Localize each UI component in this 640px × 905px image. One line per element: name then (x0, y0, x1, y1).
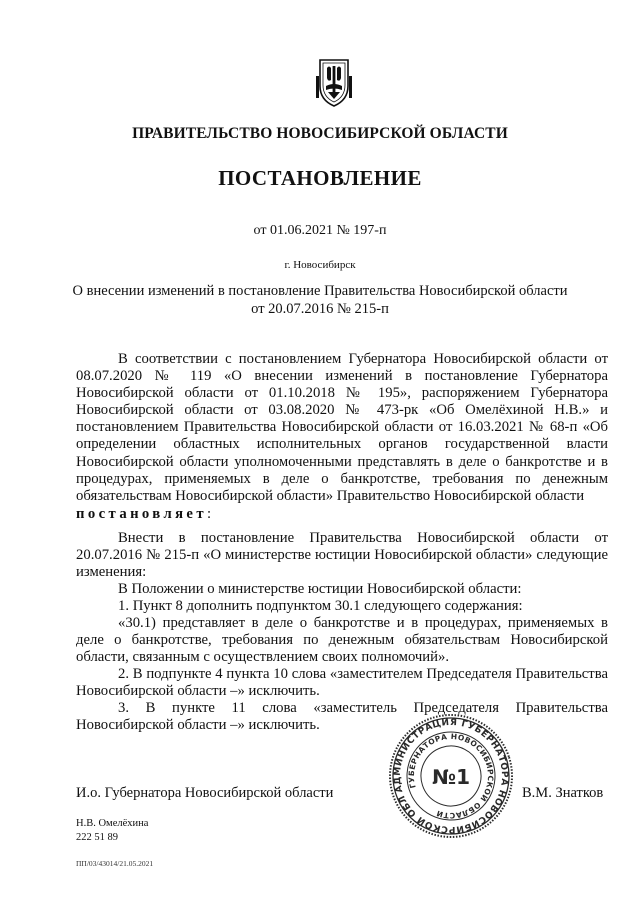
enter-paragraph: Внести в постановление Правительства Новосибирской области от 20.07.2016 № 215-п «О министерстве юстиции Новосибирской области» следующие изменения: (76, 530, 608, 581)
document-type: ПОСТАНОВЛЕНИЕ (218, 166, 422, 190)
decree-line (76, 506, 608, 523)
official-stamp (387, 712, 515, 840)
item-intro: В Положении о министерстве юстиции Новосибирской области: (118, 581, 522, 597)
stamp-outer-text: АДМИНИСТРАЦИЯ ГУБЕРНАТОРА НОВОСИБИРСКОЙ ОБЛАСТИ (392, 717, 510, 835)
decree-word: постановляет (76, 506, 207, 522)
executor-phone: 222 51 89 (76, 832, 118, 843)
subject-line-1: О внесении изменений в постановление Правительства Новосибирской области (72, 283, 568, 299)
decree-colon: : (206, 506, 212, 522)
stamp-center-number: №1 (432, 765, 470, 789)
item-1: 1. Пункт 8 дополнить подпунктом 30.1 следующего содержания: (118, 598, 523, 614)
stamp-inner-text: ГУБЕРНАТОРА НОВОСИБИРСКОЙ ОБЛАСТИ (406, 731, 496, 821)
date-and-number: от 01.06.2021 № 197-п (253, 223, 387, 238)
document-code: ПП/03/43014/21.05.2021 (76, 859, 154, 868)
item-1-quote: «30.1) представляет в деле о банкротстве и в процедурах, применяемых в деле о банкротстве, требования по денежным обязательствам Новосибирской области, связанным с осуществлением своих полномочий». (76, 615, 608, 666)
item-2: 2. В подпункте 4 пункта 10 слова «заместителем Председателя Правительства Новосибирской области –» исключить. (76, 666, 608, 700)
city: г. Новосибирск (284, 259, 356, 271)
main-paragraph: В соответствии с постановлением Губернатора Новосибирской области от 08.07.2020 № 119 «О внесении изменений в постановление Губернатора Новосибирской области от 01.10.2018 № 195», распоряжением Губернатора Новосибирской области от 03.08.2020 № 473-рк «Об Омелёхиной Н.В.» и постановлением Правительства Новосибирской области от 16.03.2021 № 68-п «Об определении областных исполнительных органов государственной власти Новосибирской области уполномоченными представлять в деле о банкротстве и в процедурах, применяемых в деле о банкротстве, требования по денежным обязательствам Новосибирской области» Правительство Новосибирской области (76, 351, 608, 504)
signatory-role: И.о. Губернатора Новосибирской области (76, 785, 334, 801)
coat-of-arms-icon (314, 56, 354, 108)
item-3: 3. В пункте 11 слова «заместитель Председателя Правительства Новосибирской области –» исключить. (76, 700, 608, 734)
org-title: ПРАВИТЕЛЬСТВО НОВОСИБИРСКОЙ ОБЛАСТИ (132, 125, 508, 142)
signatory-name: В.М. Знатков (522, 785, 604, 801)
executor-name: Н.В. Омелёхина (76, 818, 149, 829)
subject-line-2: от 20.07.2016 № 215-п (251, 301, 389, 317)
